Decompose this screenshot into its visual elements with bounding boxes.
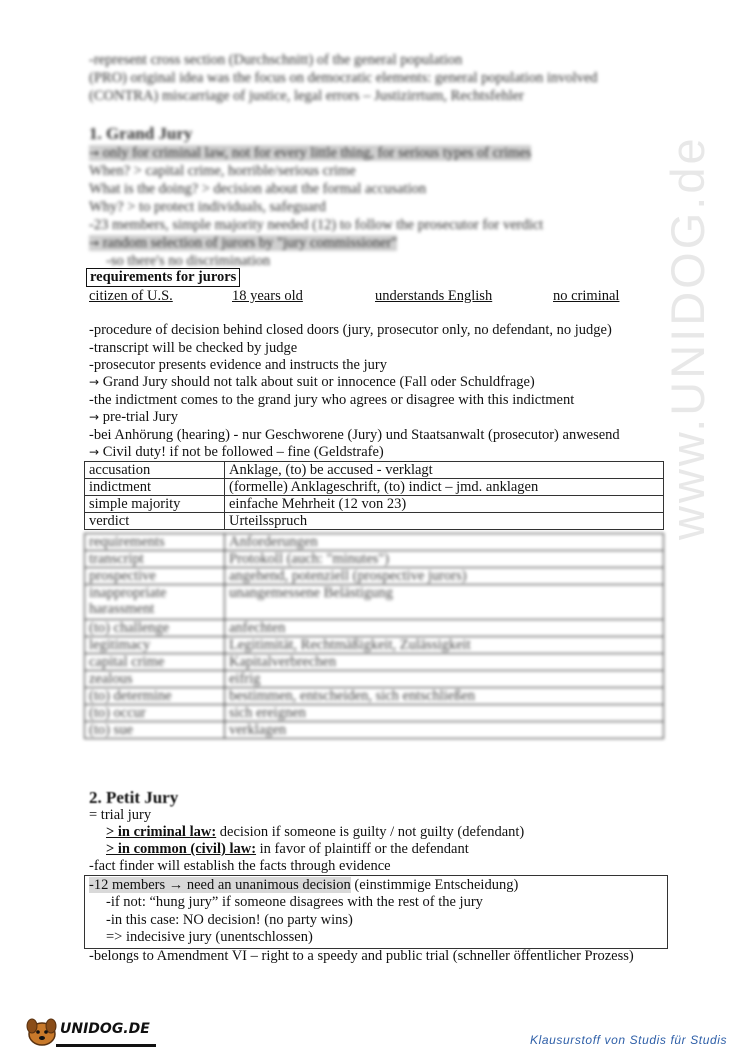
vocab-table	[84, 461, 664, 530]
vocab-term: prospective	[85, 568, 225, 585]
vocab-translation: eifrig	[225, 671, 664, 688]
vocab-term: verdict	[85, 513, 225, 530]
intro-line-1: -represent cross section (Durchschnitt) of the general population	[89, 52, 463, 68]
petit-jury-heading: 2. Petit Jury	[89, 788, 179, 807]
vocab-row	[85, 534, 664, 551]
vocab-row	[85, 462, 664, 479]
vocab-row	[85, 671, 664, 688]
vocab-row	[85, 637, 664, 654]
vocab-term: (to) occur	[85, 705, 225, 722]
grand-jury-blur-line: -23 members, simple majority needed (12) to follow the prosecutor for verdict	[89, 217, 544, 233]
procedure-line: -transcript will be checked by judge	[89, 340, 298, 356]
box-line-no-decision: -in this case: NO decision! (no party wins)	[106, 912, 353, 928]
grand-jury-blur-line: When? > capital crime, horrible/serious crime	[89, 163, 356, 179]
vocab-translation: verklagen	[225, 722, 664, 739]
intro-line-3: (CONTRA) miscarriage of justice, legal errors – Justizirrtum, Rechtsfehler	[89, 88, 524, 104]
vocab-term: (to) sue	[85, 722, 225, 739]
vocab-row	[85, 620, 664, 637]
procedure-line: -bei Anhörung (hearing) - nur Geschworene (Jury) und Staatsanwalt (prosecutor) anwesend	[89, 427, 620, 443]
procedure-line: -prosecutor presents evidence and instructs the jury	[89, 357, 387, 373]
vocab-translation: Kapitalverbrechen	[225, 654, 664, 671]
box-line-members: -12 members → need an unanimous decision (einstimmige Entscheidung)	[89, 877, 519, 893]
grand-jury-blur-line: -so there's no discrimination	[106, 253, 271, 269]
vocab-term: accusation	[85, 462, 225, 479]
vocab-translation: angehend, potenziell (prospective jurors)	[225, 568, 664, 585]
vocab-row	[85, 496, 664, 513]
arrow-icon: →	[89, 146, 100, 160]
vocab-row	[85, 513, 664, 530]
vocab-translation: anfechten	[225, 620, 664, 637]
logo-text: UNIDOG.DE	[60, 1021, 150, 1037]
vocab-row	[85, 722, 664, 739]
procedure-line: -procedure of decision behind closed doors (jury, prosecutor only, no defendant, no judge)	[89, 322, 612, 338]
vocab-term: indictment	[85, 479, 225, 496]
procedure-line: -the indictment comes to the grand jury who agrees or disagree with this indictment	[89, 392, 575, 408]
vocab-row	[85, 568, 664, 585]
vocab-row	[85, 654, 664, 671]
vocab-term: zealous	[85, 671, 225, 688]
vocab-translation: Legitimität, Rechtmäßigkeit, Zulässigkeit	[225, 637, 664, 654]
grand-jury-blur-line: Why? > to protect individuals, safeguard	[89, 199, 326, 215]
vocab-translation: unangemessene Belästigung	[225, 585, 664, 620]
requirements-title: requirements for jurors	[86, 268, 240, 287]
watermark-text: www.UNIDOG.de	[661, 135, 714, 540]
vocab-translation: bestimmen, entscheiden, sich entschließen	[225, 688, 664, 705]
vocab-translation: (formelle) Anklageschrift, (to) indict – jmd. anklagen	[225, 479, 664, 496]
vocab-translation: Protokoll (auch: "minutes")	[225, 551, 664, 568]
vocab-term: transcript	[85, 551, 225, 568]
grand-jury-blur-line: What is the doing? > decision about the formal accusation	[89, 181, 427, 197]
grand-jury-blur-line: → random selection of jurors by "jury commissioner"	[89, 235, 398, 251]
petit-line-fact-finder: -fact finder will establish the facts through evidence	[89, 858, 391, 874]
arrow-icon: →	[89, 445, 100, 459]
requirement-english: understands English	[375, 288, 493, 304]
vocab-translation: Anklage, (to) be accused - verklagt	[225, 462, 664, 479]
requirement-age: 18 years old	[232, 288, 303, 304]
grand-jury-heading: 1. Grand Jury	[89, 124, 193, 143]
vocab-term: (to) challenge	[85, 620, 225, 637]
arrow-icon: →	[89, 236, 100, 250]
grand-jury-blur-line: → only for criminal law, not for every little thing, for serious types of crimes	[89, 145, 532, 161]
intro-line-2: (PRO) original idea was the focus on democratic elements: general population involved	[89, 70, 598, 86]
vocab-term: inappropriate harassment	[85, 585, 225, 620]
procedure-line: → pre-trial Jury	[89, 409, 178, 425]
vocab-translation: Urteilsspruch	[225, 513, 664, 530]
requirement-citizen: citizen of U.S.	[89, 288, 173, 304]
petit-line-criminal: > in criminal law: decision if someone is guilty / not guilty (defendant)	[106, 824, 525, 840]
vocab-translation: einfache Mehrheit (12 von 23)	[225, 496, 664, 513]
vocab-row	[85, 585, 664, 620]
vocab-term: simple majority	[85, 496, 225, 513]
vocab-table-blurred	[84, 533, 664, 739]
vocab-term: capital crime	[85, 654, 225, 671]
petit-line-amendment: -belongs to Amendment VI – right to a speedy and public trial (schneller öffentlicher Prozess)	[89, 948, 634, 964]
requirement-no-criminal: no criminal	[553, 288, 620, 304]
vocab-row	[85, 551, 664, 568]
procedure-line: → Grand Jury should not talk about suit or innocence (Fall oder Schuldfrage)	[89, 374, 535, 390]
vocab-translation: Anforderungen	[225, 534, 664, 551]
vocab-row	[85, 479, 664, 496]
vocab-term: (to) determine	[85, 688, 225, 705]
petit-line-civil: > in common (civil) law: in favor of plaintiff or the defendant	[106, 841, 469, 857]
box-line-indecisive: => indecisive jury (unentschlossen)	[106, 929, 313, 945]
petit-line-trial-jury: = trial jury	[89, 807, 152, 823]
vocab-term: requirements	[85, 534, 225, 551]
vocab-translation: sich ereignen	[225, 705, 664, 722]
footer-tagline: Klausurstoff von Studis für Studis	[530, 1033, 728, 1047]
box-line-hung: -if not: “hung jury” if someone disagrees with the rest of the jury	[106, 894, 483, 910]
arrow-icon: →	[89, 410, 100, 424]
procedure-line: → Civil duty! if not be followed – fine (Geldstrafe)	[89, 444, 384, 460]
vocab-term: legitimacy	[85, 637, 225, 654]
vocab-row	[85, 705, 664, 722]
vocab-row	[85, 688, 664, 705]
arrow-icon: →	[89, 375, 100, 389]
